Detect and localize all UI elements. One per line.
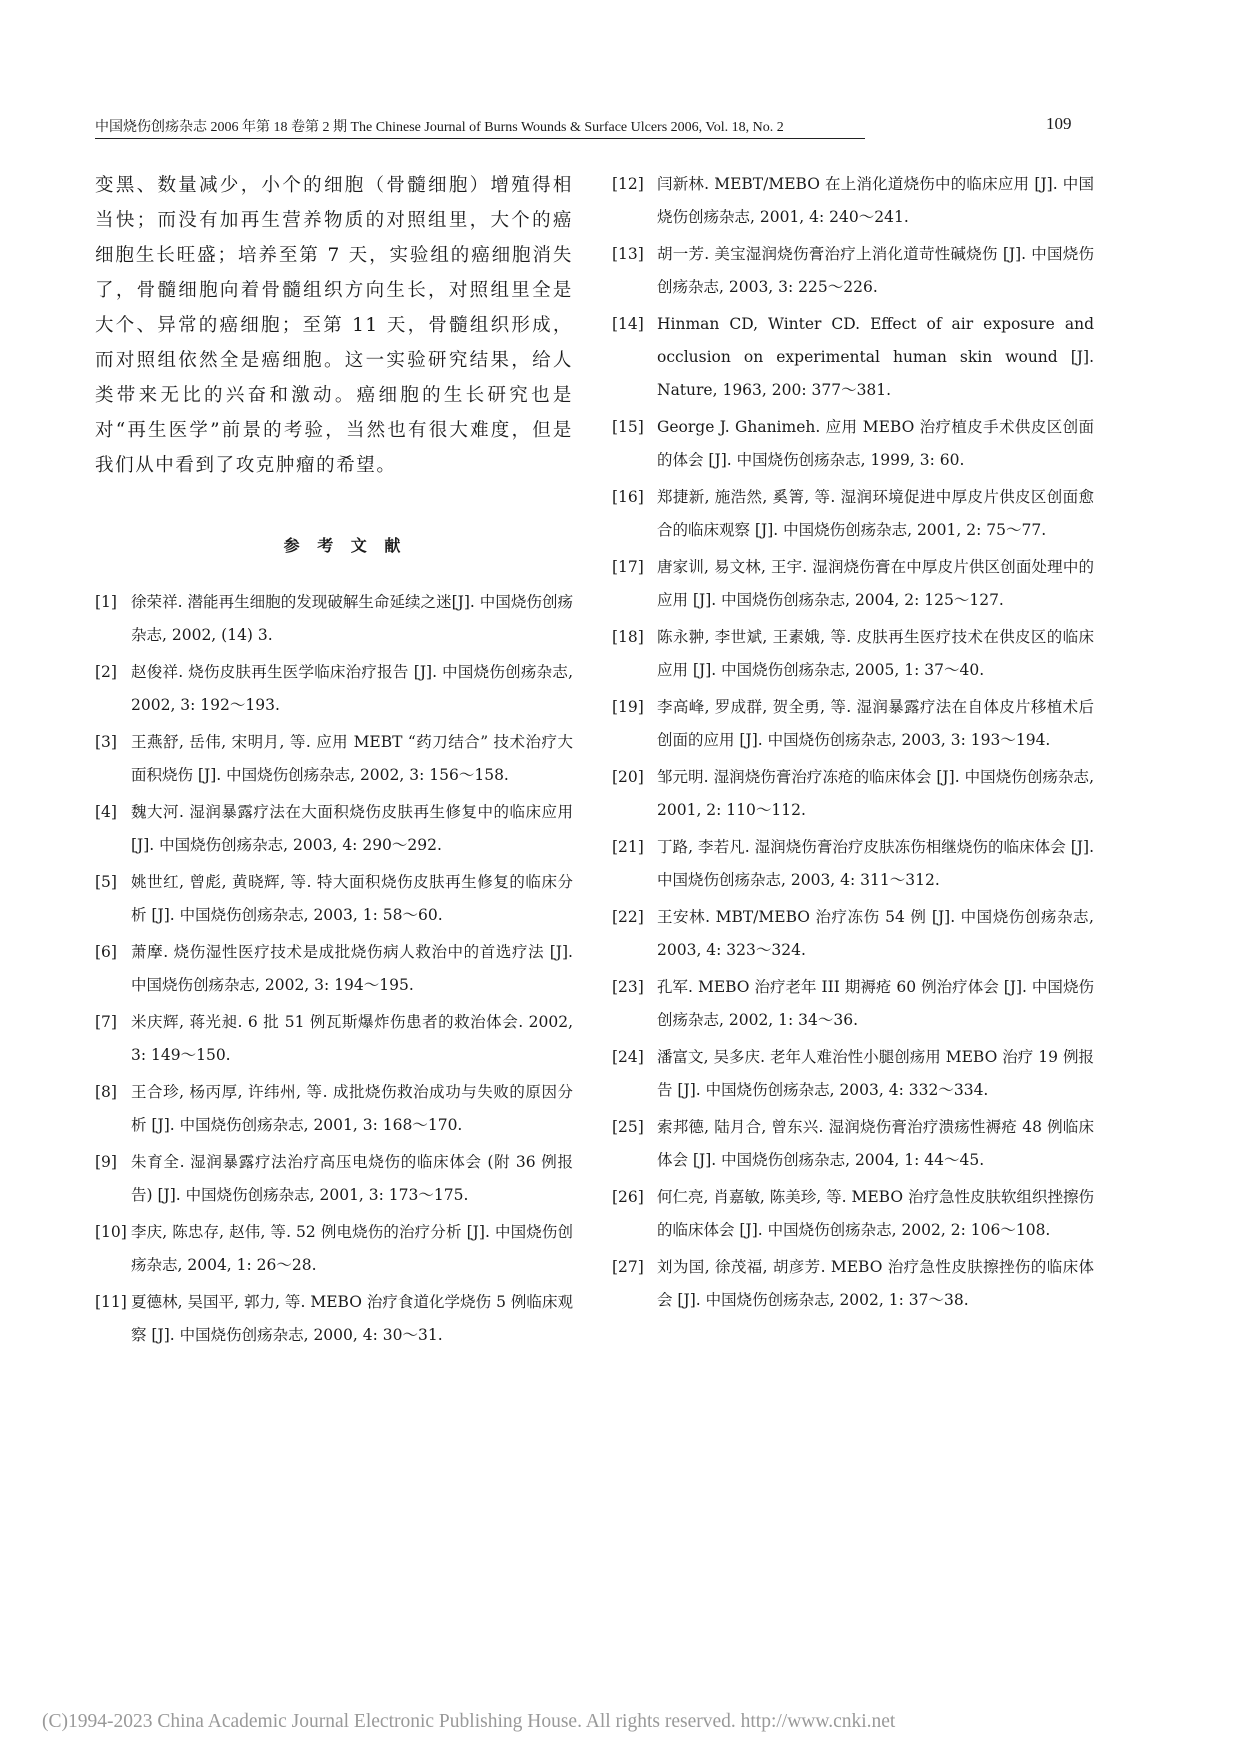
reference-item [95, 796, 573, 862]
reference-number: [15] [612, 418, 644, 436]
references-heading: 参 考 文 献 [283, 536, 407, 555]
running-header: 中国烧伤创疡杂志 2006 年第 18 卷第 2 期 The Chinese Journal of Burns Wounds & Surface Ulcers 2006, Vol. 18, No. 2 [95, 120, 784, 135]
reference-text: 王安林. MBT/MEBO 治疗冻伤 54 例 [J]. 中国烧伤创疡杂志, 2003, 4: 323～324. [657, 908, 1094, 959]
reference-text: 潘富文, 吴多庆. 老年人难治性小腿创疡用 MEBO 治疗 19 例报告 [J]. 中国烧伤创疡杂志, 2003, 4: 332～334. [657, 1048, 1094, 1099]
reference-text: 唐家训, 易文林, 王宇. 湿润烧伤膏在中厚皮片供区创面处理中的应用 [J]. 中国烧伤创疡杂志, 2004, 2: 125～127. [657, 558, 1094, 609]
reference-text: 夏德林, 吴国平, 郭力, 等. MEBO 治疗食道化学烧伤 5 例临床观察 [J]. 中国烧伤创疡杂志, 2000, 4: 30～31. [131, 1293, 573, 1344]
reference-number: [20] [612, 768, 644, 786]
reference-text: 闫新林. MEBT/MEBO 在上消化道烧伤中的临床应用 [J]. 中国烧伤创疡杂志, 2001, 4: 240～241. [657, 175, 1094, 226]
reference-text: 徐荣祥. 潜能再生细胞的发现破解生命延续之迷[J]. 中国烧伤创疡杂志, 2002, (14) 3. [131, 593, 573, 644]
reference-number: [6] [95, 943, 117, 961]
reference-number: [19] [612, 698, 644, 716]
reference-number: [13] [612, 245, 644, 263]
header-rule [95, 138, 865, 139]
reference-number: [22] [612, 908, 644, 926]
reference-text: George J. Ghanimeh. 应用 MEBO 治疗植皮手术供皮区创面的体会 [J]. 中国烧伤创疡杂志, 1999, 3: 60. [657, 418, 1094, 469]
reference-text: 朱育全. 湿润暴露疗法治疗高压电烧伤的临床体会 (附 36 例报告) [J]. 中国烧伤创疡杂志, 2001, 3: 173～175. [131, 1153, 573, 1204]
reference-item [95, 726, 573, 792]
reference-number: [10] [95, 1223, 127, 1241]
reference-text: 赵俊祥. 烧伤皮肤再生医学临床治疗报告 [J]. 中国烧伤创疡杂志, 2002, 3: 192～193. [131, 663, 573, 714]
reference-item [95, 1146, 573, 1212]
reference-text: 郑捷新, 施浩然, 奚箐, 等. 湿润环境促进中厚皮片供皮区创面愈合的临床观察 [J]. 中国烧伤创疡杂志, 2001, 2: 75～77. [657, 488, 1094, 539]
reference-item [612, 1041, 1094, 1107]
reference-item [612, 481, 1094, 547]
reference-item [612, 308, 1094, 407]
reference-text: 魏大河. 湿润暴露疗法在大面积烧伤皮肤再生修复中的临床应用 [J]. 中国烧伤创疡杂志, 2003, 4: 290～292. [131, 803, 573, 854]
reference-item [612, 901, 1094, 967]
reference-number: [23] [612, 978, 644, 996]
reference-text: 孔军. MEBO 治疗老年 III 期褥疮 60 例治疗体会 [J]. 中国烧伤创疡杂志, 2002, 1: 34～36. [657, 978, 1094, 1029]
reference-text: 米庆辉, 蒋光昶. 6 批 51 例瓦斯爆炸伤患者的救治体会. 2002, 3: 149～150. [131, 1013, 573, 1064]
reference-text: 索邦德, 陆月合, 曾东兴. 湿润烧伤膏治疗溃疡性褥疮 48 例临床体会 [J]. 中国烧伤创疡杂志, 2004, 1: 44～45. [657, 1118, 1094, 1169]
reference-item [95, 586, 573, 652]
reference-text: 刘为国, 徐茂福, 胡彦芳. MEBO 治疗急性皮肤擦挫伤的临床体会 [J]. 中国烧伤创疡杂志, 2002, 1: 37～38. [657, 1258, 1094, 1309]
reference-item [612, 691, 1094, 757]
reference-item [95, 866, 573, 932]
reference-text: 胡一芳. 美宝湿润烧伤膏治疗上消化道苛性碱烧伤 [J]. 中国烧伤创疡杂志, 2003, 3: 225～226. [657, 245, 1094, 296]
reference-text: 王合珍, 杨丙厚, 许纬州, 等. 成批烧伤救治成功与失败的原因分析 [J]. 中国烧伤创疡杂志, 2001, 3: 168～170. [131, 1083, 573, 1134]
reference-item [612, 761, 1094, 827]
reference-item [612, 238, 1094, 304]
right-column [612, 168, 1094, 1321]
reference-text: 丁路, 李若凡. 湿润烧伤膏治疗皮肤冻伤相继烧伤的临床体会 [J]. 中国烧伤创疡杂志, 2003, 4: 311～312. [657, 838, 1094, 889]
reference-item [612, 621, 1094, 687]
reference-item [612, 831, 1094, 897]
left-column [95, 168, 573, 1356]
body-paragraph: 变黑、数量减少，小个的细胞（骨髓细胞）增殖得相当快；而没有加再生营养物质的对照组里，大个的癌细胞生长旺盛；培养至第 7 天，实验组的癌细胞消失了，骨髓细胞向着骨髓组织方向生长，对照组里全是大个、异常的癌细胞；至第 11 天，骨髓组织形成，而对照组依然全是癌细胞。这一实验研究结果，给人类带来无比的兴奋和激动。癌细胞的生长研究也是对“再生医学”前景的考验，当然也有很大难度，但是我们从中看到了攻克肿瘤的希望。 [95, 175, 573, 476]
reference-number: [17] [612, 558, 644, 576]
page-number: 109 [1046, 114, 1072, 133]
reference-text: 李高峰, 罗成群, 贺全勇, 等. 湿润暴露疗法在自体皮片移植术后创面的应用 [J]. 中国烧伤创疡杂志, 2003, 3: 193～194. [657, 698, 1094, 749]
reference-number: [5] [95, 873, 117, 891]
reference-item [612, 168, 1094, 234]
reference-item [612, 1111, 1094, 1177]
reference-item [612, 971, 1094, 1037]
reference-number: [7] [95, 1013, 117, 1031]
reference-item [612, 411, 1094, 477]
reference-item [95, 1216, 573, 1282]
reference-item [612, 551, 1094, 617]
reference-number: [27] [612, 1258, 644, 1276]
reference-list-right [612, 168, 1094, 1317]
reference-number: [14] [612, 315, 644, 333]
reference-text: 王燕舒, 岳伟, 宋明月, 等. 应用 MEBT “药刀结合” 技术治疗大面积烧伤 [J]. 中国烧伤创疡杂志, 2002, 3: 156～158. [131, 733, 573, 784]
reference-number: [21] [612, 838, 644, 856]
reference-number: [2] [95, 663, 117, 681]
reference-text: 萧摩. 烧伤湿性医疗技术是成批烧伤病人救治中的首选疗法 [J]. 中国烧伤创疡杂志, 2002, 3: 194～195. [131, 943, 573, 994]
reference-number: [25] [612, 1118, 644, 1136]
reference-item [95, 936, 573, 1002]
reference-number: [16] [612, 488, 644, 506]
reference-text: 邹元明. 湿润烧伤膏治疗冻疮的临床体会 [J]. 中国烧伤创疡杂志, 2001, 2: 110～112. [657, 768, 1094, 819]
reference-number: [24] [612, 1048, 644, 1066]
reference-item [612, 1181, 1094, 1247]
copyright-footer: (C)1994-2023 China Academic Journal Electronic Publishing House. All rights reserved. http://www.cnki.net [42, 1711, 896, 1732]
reference-number: [18] [612, 628, 644, 646]
reference-number: [4] [95, 803, 117, 821]
reference-text: 何仁亮, 肖嘉敏, 陈美珍, 等. MEBO 治疗急性皮肤软组织挫擦伤的临床体会 [J]. 中国烧伤创疡杂志, 2002, 2: 106～108. [657, 1188, 1094, 1239]
reference-item [95, 1076, 573, 1142]
reference-text: 陈永翀, 李世斌, 王素娥, 等. 皮肤再生医疗技术在供皮区的临床应用 [J]. 中国烧伤创疡杂志, 2005, 1: 37～40. [657, 628, 1094, 679]
reference-text: 李庆, 陈忠存, 赵伟, 等. 52 例电烧伤的治疗分析 [J]. 中国烧伤创疡杂志, 2004, 1: 26～28. [131, 1223, 573, 1274]
reference-number: [1] [95, 593, 117, 611]
reference-item [95, 1286, 573, 1352]
reference-number: [8] [95, 1083, 117, 1101]
reference-item [612, 1251, 1094, 1317]
reference-number: [3] [95, 733, 117, 751]
reference-number: [26] [612, 1188, 644, 1206]
reference-item [95, 656, 573, 722]
reference-number: [9] [95, 1153, 117, 1171]
reference-list-left [95, 586, 573, 1352]
reference-number: [11] [95, 1293, 127, 1311]
reference-number: [12] [612, 175, 644, 193]
reference-item [95, 1006, 573, 1072]
reference-text: 姚世红, 曾彪, 黄晓辉, 等. 特大面积烧伤皮肤再生修复的临床分析 [J]. 中国烧伤创疡杂志, 2003, 1: 58～60. [131, 873, 573, 924]
reference-text: Hinman CD, Winter CD. Effect of air exposure and occlusion on experimental human skin wound [J]. Nature, 1963, 200: 377～381. [657, 315, 1094, 399]
